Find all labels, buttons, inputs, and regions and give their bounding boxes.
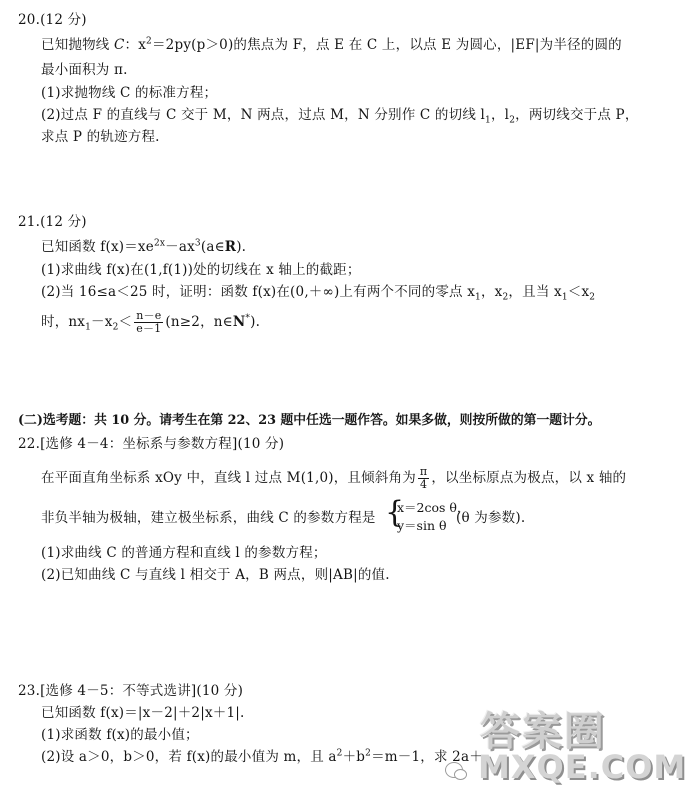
q21-fraction (134, 310, 163, 335)
q21-l4sup: * (245, 313, 251, 324)
q20-l1d: ＝2py(p＞0)的焦点为 F，点 E 在 C 上，以点 E 为圆心，|EF|为半径的圆的 (151, 37, 622, 53)
q21-header: 21.(12 分) (18, 214, 87, 230)
q20-l1a: 已知抛物线 (41, 37, 114, 53)
watermark-bottom-text: MXQE.COM (478, 748, 686, 786)
q22-system-eq2: y＝sin θ (397, 518, 447, 533)
q21-line4 (41, 310, 260, 335)
q21-l4b: －x (91, 314, 113, 330)
q22-line2a: 非负半轴为极轴，建立极坐标系，曲线 C 的参数方程是 (41, 510, 376, 526)
q23-line3 (41, 749, 483, 765)
watermark-logo (472, 700, 686, 790)
q21-l4s2: 2 (112, 322, 119, 333)
q23-l3c: ＝m－1，求 2a＋ (371, 749, 483, 765)
q20-l1c: ：x (124, 37, 147, 53)
q20-header: 20.(12 分) (18, 12, 87, 28)
q23-header: 23.[选修 4－5：不等式选讲](10 分) (18, 683, 244, 699)
q21-l4N: N (232, 314, 246, 330)
q22-brace: { (385, 495, 405, 530)
q23-line1: 已知函数 f(x)＝|x－2|＋2|x＋1|. (41, 705, 245, 721)
q21-l1c: (a∈ (200, 239, 225, 255)
q20-line1 (41, 37, 622, 53)
q20-line2: 最小面积为 π. (41, 62, 128, 78)
q22-l1a: 在平面直角坐标系 xOy 中，直线 l 过点 M(1,0)，且倾斜角为 (41, 470, 416, 486)
q22-frac-num: π (419, 465, 428, 478)
q21-l3a: (2)当 16≤a＜25 时，证明：函数 f(x)在(0,＋∞)上有两个不同的零点 x (41, 284, 476, 300)
q21-l3d: ＜x (567, 284, 590, 300)
q21-l4d: (n≥2，n∈ (165, 314, 233, 330)
q21-l3s2: 2 (502, 292, 509, 303)
q20-l4s2: 2 (509, 115, 516, 126)
q23-l3sup1: 2 (336, 748, 343, 759)
q22-header: 22.[选修 4－4：坐标系与参数方程](10 分) (18, 436, 285, 452)
q20-l1b: C (114, 37, 125, 53)
q21-l3s4: 2 (589, 292, 596, 303)
q22-fraction (418, 466, 429, 491)
q22-line1 (41, 466, 626, 491)
q21-line1 (41, 239, 246, 255)
q21-l1b: －ax (165, 239, 195, 255)
q22-l1b: ，以坐标原点为极点，以 x 轴的 (431, 470, 627, 486)
q21-frac-num: n－e (136, 309, 162, 322)
q21-l3b: ，x (480, 284, 503, 300)
q21-l4s1: 1 (85, 322, 92, 333)
q23-l3sup2: 2 (365, 748, 372, 759)
q21-l3s3: 1 (561, 292, 568, 303)
q21-line2: (1)求曲线 f(x)在(1,f(1))处的切线在 x 轴上的截距； (41, 262, 361, 278)
section2-heading: (二)选考题：共 10 分。请考生在第 22、23 题中任选一题作答。如果多做，则按所做的第一题计分。 (18, 413, 601, 428)
q22-frac-den: 4 (420, 478, 428, 491)
q21-l1d: ). (236, 239, 247, 255)
q21-l1R: R (224, 239, 237, 255)
q22-line2b: (θ 为参数). (456, 510, 526, 526)
q21-l1a: 已知函数 f(x)＝xe (41, 239, 154, 255)
q23-line2: (1)求函数 f(x)的最小值； (41, 727, 199, 743)
q21-l4e: ). (250, 314, 261, 330)
q20-l4s1: 1 (485, 115, 491, 126)
q21-l1sup2: 3 (194, 238, 201, 249)
q22-line3: (1)求曲线 C 的普通方程和直线 l 的参数方程； (41, 545, 327, 561)
q23-l3a: (2)设 a＞0，b＞0，若 f(x)的最小值为 m，且 a (41, 749, 337, 765)
q20-line5: 求点 P 的轨迹方程. (41, 129, 160, 145)
watermark-top-text: 答案圈 (480, 709, 606, 755)
q21-l3s1: 1 (475, 292, 481, 303)
q20-line4 (41, 107, 639, 126)
q21-l4a: 时，nx (41, 314, 86, 330)
q21-frac-den: e－1 (136, 322, 162, 335)
q21-line3 (41, 284, 596, 303)
q20-line3: (1)求抛物线 C 的标准方程； (41, 85, 218, 101)
q20-l4b: ，l (490, 107, 510, 123)
q20-l4c: ，两切线交于点 P， (515, 107, 639, 123)
q21-l3c: ，且当 x (508, 284, 562, 300)
q21-l1sup1: 2x (153, 238, 166, 249)
q20-l1sup: 2 (146, 36, 152, 47)
wechat-icon (445, 762, 463, 778)
q23-l3b: ＋b (342, 749, 366, 765)
q22-system-eq1: x＝2cos θ， (397, 500, 470, 515)
q20-l4a: (2)过点 F 的直线与 C 交于 M，N 两点，过点 M，N 分别作 C 的切线 l (41, 107, 486, 123)
q22-line4: (2)已知曲线 C 与直线 l 相交于 A，B 两点，则|AB|的值. (41, 567, 390, 583)
q21-l4c: ＜ (118, 314, 133, 330)
